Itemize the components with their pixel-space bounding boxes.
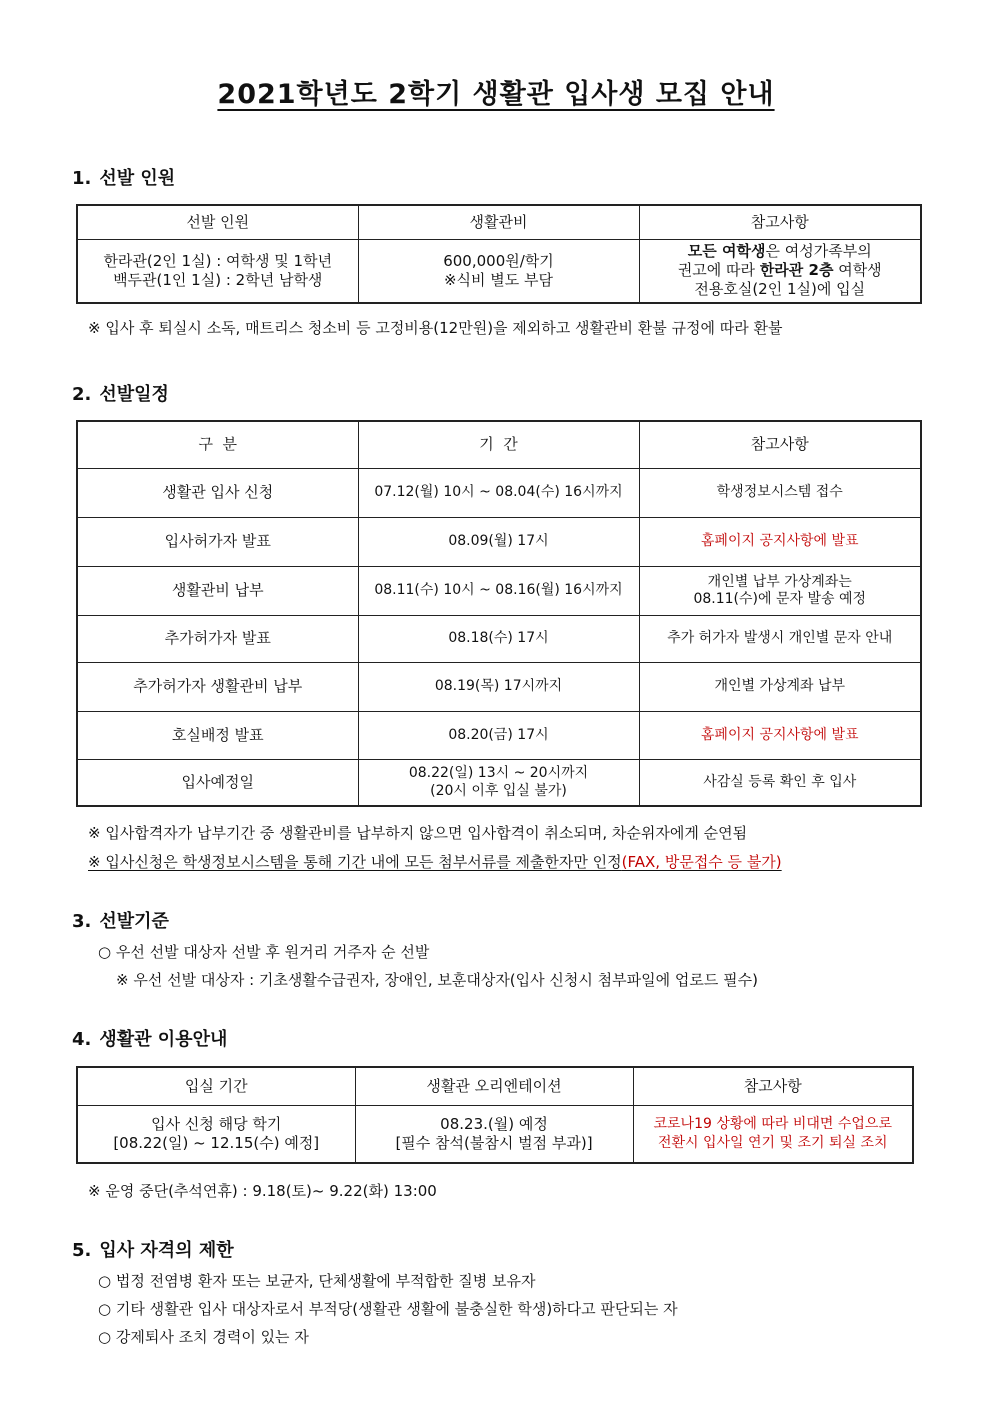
selection-quota-table [76,204,922,304]
header-cell: 선발 인원 [77,205,358,239]
page-title: 2021학년도 2학기 생활관 입사생 모집 안내 [217,79,775,110]
reference-cell: 모든 여학생은 여성가족부의 권고에 따라 한라관 2층 여학생 전용호실(2인 1실)에 입실 [639,239,921,303]
section-5-heading: 5. 입사 자격의 제한 [72,1240,234,1261]
table-row: 추가허가자 생활관비 납부 08.19(목) 17시까지 개인별 가상계좌 납부 [77,662,921,711]
table-row: 입사 신청 해당 학기 [08.22(일) ~ 12.15(수) 예정] 08.23.(월) 예정 [필수 참석(불참시 벌점 부과)] 코로나19 상황에 따라 비대면 수업으로 전환시 입사일 연기 및 조기 퇴실 조치 [77,1105,913,1163]
section-3-heading: 3. 선발기준 [72,911,169,932]
header-cell: 입실 기간 [77,1067,355,1105]
header-cell: 구 분 [77,421,358,468]
header-cell: 기 간 [358,421,639,468]
table-row: 입사예정일 08.22(일) 13시 ~ 20시까지 (20시 이후 입실 불가) 사감실 등록 확인 후 입사 [77,759,921,806]
cancellation-note: ※ 입사합격자가 납부기간 중 생활관비를 납부하지 않으면 입사합격이 취소되며, 차순위자에게 순연됨 [88,824,748,842]
header-cell: 생활관 오리엔테이션 [355,1067,633,1105]
header-cell: 생활관비 [358,205,639,239]
section-2-heading: 2. 선발일정 [72,384,169,405]
list-item: ○ 법정 전염병 환자 또는 보균자, 단체생활에 부적합한 질병 보유자 [98,1272,536,1290]
priority-note: ※ 우선 선발 대상자 : 기초생활수급권자, 장애인, 보훈대상자(입사 신청시 첨부파일에 업로드 필수) [116,971,758,989]
section-1-heading: 1. 선발 인원 [72,168,176,189]
list-item: ○ 기타 생활관 입사 대상자로서 부적당(생활관 생활에 불충실한 학생)하다고 판단되는 자 [98,1300,678,1318]
quota-cell: 한라관(2인 1실) : 여학생 및 1학년 백두관(1인 1실) : 2학년 남학생 [77,239,358,303]
table-row: 생활관비 납부 08.11(수) 10시 ~ 08.16(월) 16시까지 개인별 납부 가상계좌는 08.11(수)에 문자 발송 예정 [77,566,921,615]
header-cell: 참고사항 [639,205,921,239]
table-row: 생활관 입사 신청 07.12(월) 10시 ~ 08.04(수) 16시까지 학생정보시스템 접수 [77,468,921,517]
closure-note: ※ 운영 중단(추석연휴) : 9.18(토)~ 9.22(화) 13:00 [88,1182,437,1200]
table-row: 입사허가자 발표 08.09(월) 17시 홈페이지 공지사항에 발표 [77,517,921,566]
criteria-line: ○ 우선 선발 대상자 선발 후 원거리 거주자 순 선발 [98,943,430,961]
table-row: 추가허가자 발표 08.18(수) 17시 추가 허가자 발생시 개인별 문자 안내 [77,615,921,662]
refund-note: ※ 입사 후 퇴실시 소독, 매트리스 청소비 등 고정비용(12만원)을 제외하고 생활관비 환불 규정에 따라 환불 [88,319,783,337]
schedule-table [76,420,922,807]
list-item: ○ 강제퇴사 조치 경력이 있는 자 [98,1328,309,1346]
fee-cell: 600,000원/학기 ※식비 별도 부담 [358,239,639,303]
header-cell: 참고사항 [639,421,921,468]
table-row: 호실배정 발표 08.20(금) 17시 홈페이지 공지사항에 발표 [77,711,921,759]
section-4-heading: 4. 생활관 이용안내 [72,1029,228,1050]
header-cell: 참고사항 [633,1067,913,1105]
usage-table [76,1066,914,1164]
application-note: ※ 입사신청은 학생정보시스템을 통해 기간 내에 모든 첨부서류를 제출한자만 인정(FAX, 방문접수 등 불가) [88,853,782,871]
